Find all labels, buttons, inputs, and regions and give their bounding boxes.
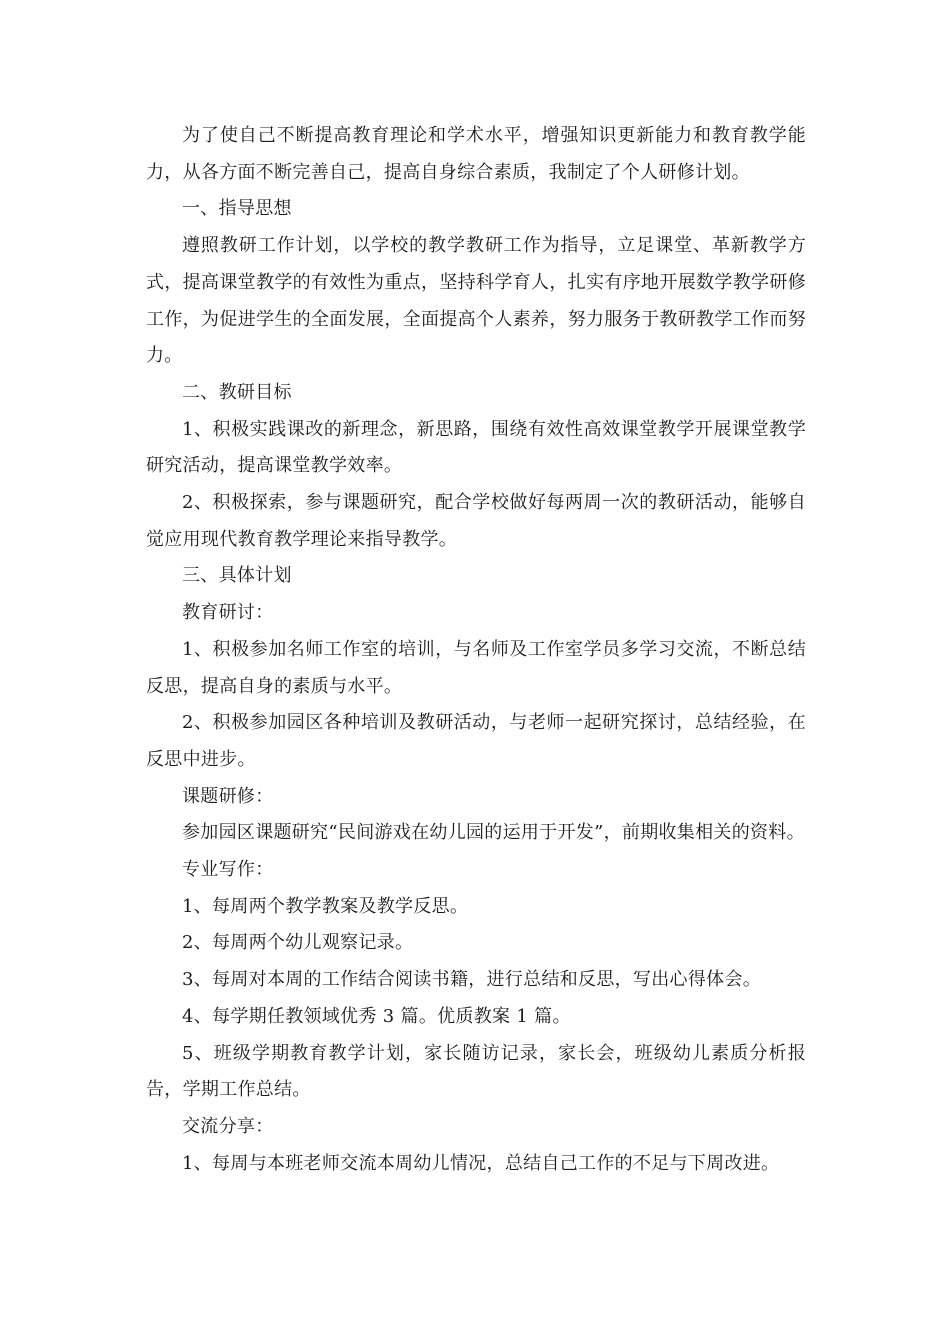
section-heading-research-goals: 二、教研目标 <box>182 381 292 403</box>
subheading-topic-research: 课题研修： <box>182 785 274 807</box>
professional-writing-item: 1、每周两个教学教案及教学反思。 <box>182 895 469 917</box>
exchange-sharing-item: 1、每周与本班老师交流本周幼儿情况，总结自己工作的不足与下周改进。 <box>182 1152 780 1174</box>
section-heading-guiding-thought: 一、指导思想 <box>182 198 292 220</box>
professional-writing-item: 5、班级学期教育教学计划，家长随访记录，家长会，班级幼儿素质分析报告，学期工作总结。 <box>146 1042 806 1101</box>
section-heading-specific-plan: 三、具体计划 <box>182 565 292 587</box>
education-discussion-item: 2、积极参加园区各种培训及教研活动，与老师一起研究探讨，总结经验，在反思中进步。 <box>146 712 806 770</box>
research-goal-item: 1、积极实践课改的新理念，新思路，围绕有效性高效课堂教学开展课堂教学研究活动，提高课堂教学效率。 <box>146 418 806 477</box>
subheading-exchange-sharing: 交流分享： <box>182 1115 274 1137</box>
topic-research-paragraph: 参加园区课题研究“民间游戏在幼儿园的运用于开发”，前期收集相关的资料。 <box>182 822 805 844</box>
subheading-professional-writing: 专业写作： <box>182 859 274 881</box>
guiding-thought-paragraph: 遵照教研工作计划，以学校的教学教研工作为指导，立足课堂、革新教学方式，提高课堂教学的有效性为重点，坚持科学育人，扎实有序地开展数学教学研修工作，为促进学生的全面发展，全面提高个人素养，努力服务于教研教学工作而努力。 <box>146 235 806 367</box>
education-discussion-item: 1、积极参加名师工作室的培训，与名师及工作室学员多学习交流，不断总结反思，提高自身的素质与水平。 <box>146 638 806 697</box>
research-goal-item: 2、积极探索，参与课题研究，配合学校做好每两周一次的教研活动，能够自觉应用现代教育教学理论来指导教学。 <box>146 492 806 550</box>
professional-writing-item: 4、每学期任教领域优秀 3 篇。优质教案 1 篇。 <box>182 1005 571 1027</box>
subheading-education-discussion: 教育研讨： <box>182 602 274 624</box>
professional-writing-item: 3、每周对本周的工作结合阅读书籍，进行总结和反思，写出心得体会。 <box>182 969 762 991</box>
professional-writing-item: 2、每周两个幼儿观察记录。 <box>182 932 414 954</box>
intro-paragraph: 为了使自己不断提高教育理论和学术水平，增强知识更新能力和教育教学能力，从各方面不断完善自己，提高自身综合素质，我制定了个人研修计划。 <box>146 125 806 183</box>
document-page <box>146 118 806 1182</box>
